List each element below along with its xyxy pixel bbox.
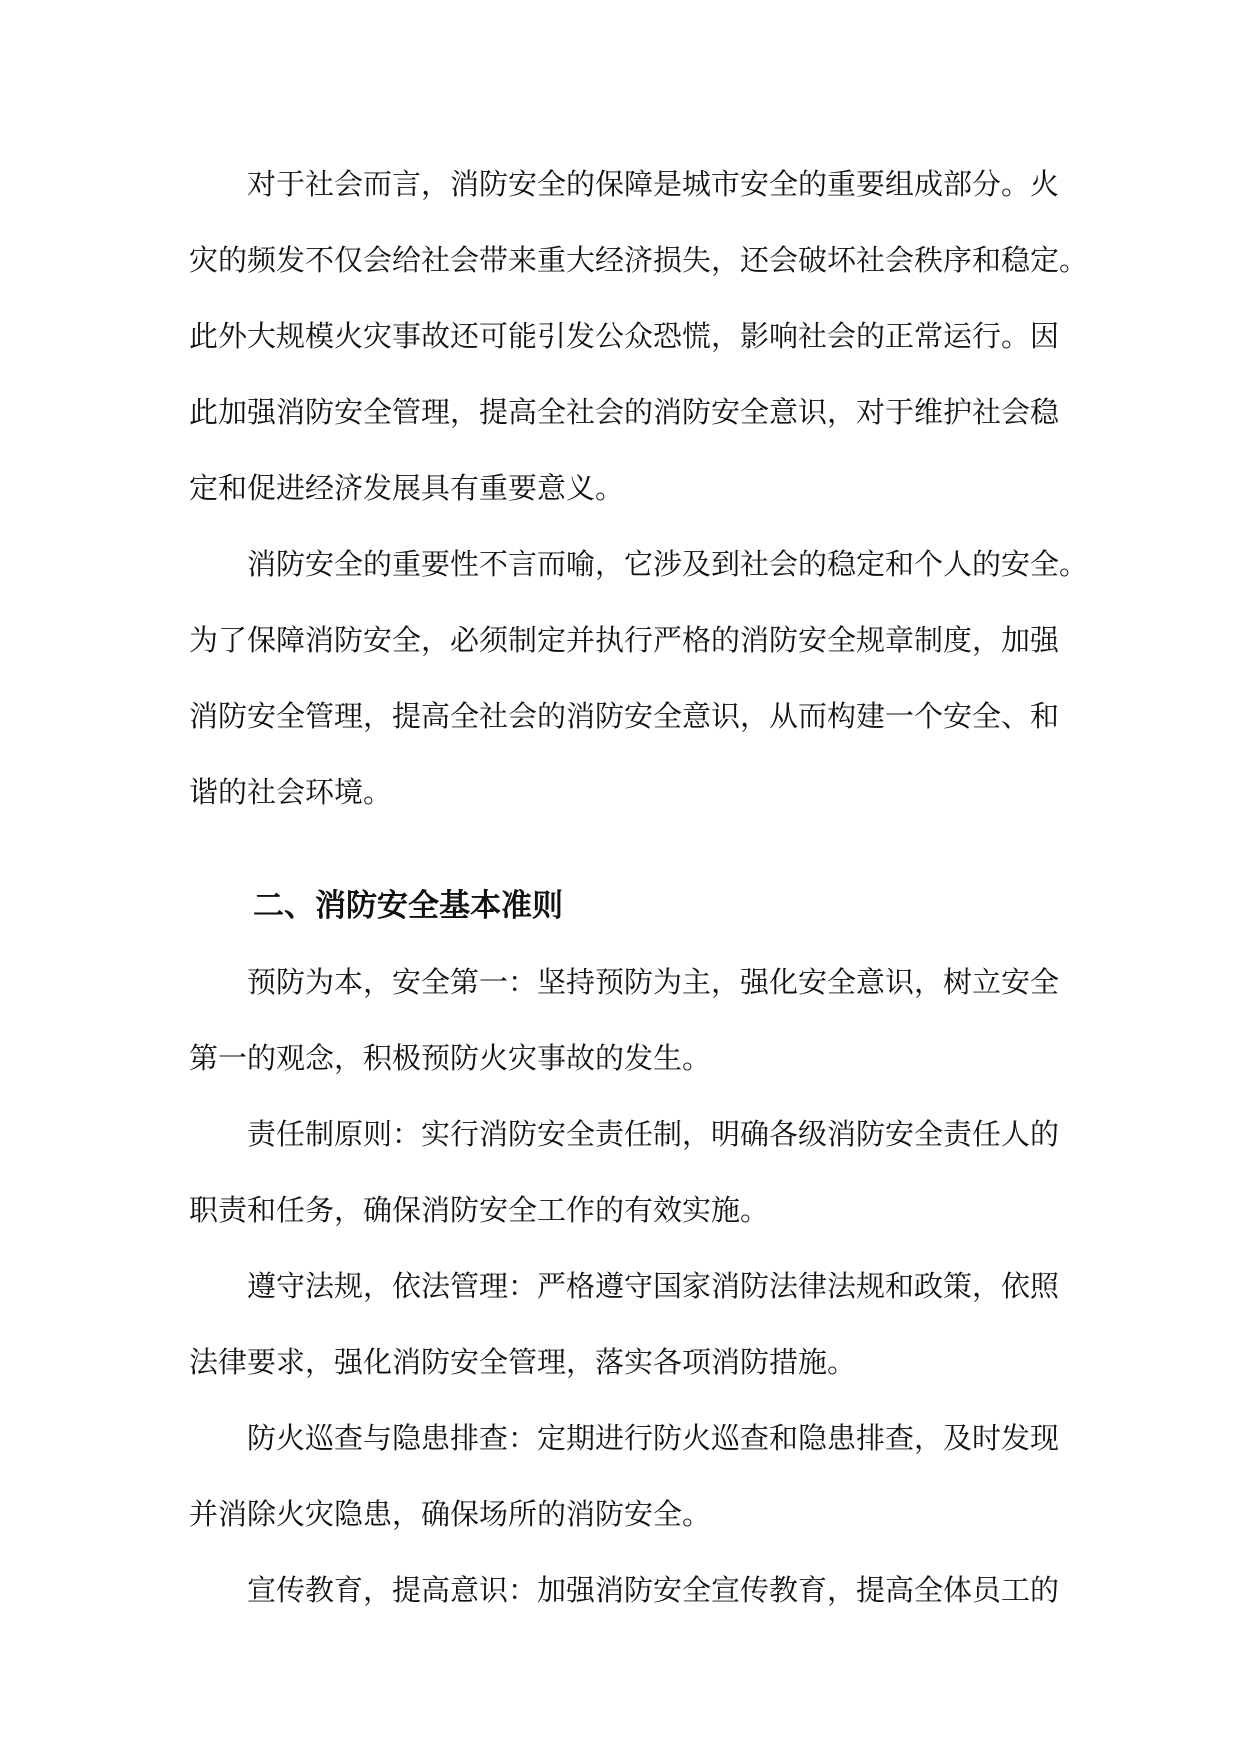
paragraph-line: 此加强消防安全管理，提高全社会的消防安全意识，对于维护社会稳 — [189, 395, 1060, 429]
section-heading: 二、消防安全基本准则 — [253, 888, 563, 924]
paragraph-line: 消防安全管理，提高全社会的消防安全意识，从而构建一个安全、和 — [189, 699, 1060, 733]
paragraph-line: 法律要求，强化消防安全管理，落实各项消防措施。 — [189, 1345, 857, 1379]
paragraph-line: 防火巡查与隐患排查：定期进行防火巡查和隐患排查，及时发现 — [247, 1421, 1060, 1455]
paragraph-line: 谐的社会环境。 — [189, 775, 393, 809]
paragraph-line: 责任制原则：实行消防安全责任制，明确各级消防安全责任人的 — [247, 1117, 1060, 1151]
paragraph-line: 消防安全的重要性不言而喻，它涉及到社会的稳定和个人的安全。 — [247, 547, 1089, 581]
paragraph-social-significance — [189, 146, 1089, 526]
paragraph-line: 遵守法规，依法管理：严格遵守国家消防法律法规和政策，依照 — [247, 1269, 1060, 1303]
paragraph-line: 宣传教育，提高意识：加强消防安全宣传教育，提高全体员工的 — [247, 1573, 1060, 1607]
paragraph-prevention-first — [189, 944, 1059, 1096]
document-body — [189, 146, 1089, 1628]
paragraph-line: 职责和任务，确保消防安全工作的有效实施。 — [189, 1193, 770, 1227]
paragraph-line: 并消除火灾隐患，确保场所的消防安全。 — [189, 1497, 712, 1531]
paragraph-line: 定和促进经济发展具有重要意义。 — [189, 471, 625, 505]
paragraph-line: 为了保障消防安全，必须制定并执行严格的消防安全规章制度，加强 — [189, 623, 1060, 657]
paragraph-education — [189, 1552, 1059, 1628]
paragraph-line: 灾的频发不仅会给社会带来重大经济损失，还会破坏社会秩序和稳定。 — [189, 243, 1089, 277]
paragraph-line: 对于社会而言，消防安全的保障是城市安全的重要组成部分。火 — [247, 167, 1060, 201]
paragraph-importance — [189, 526, 1089, 830]
paragraph-line: 预防为本，安全第一：坚持预防为主，强化安全意识，树立安全 — [247, 965, 1060, 999]
paragraph-line: 此外大规模火灾事故还可能引发公众恐慌，影响社会的正常运行。因 — [189, 319, 1060, 353]
paragraph-inspection — [189, 1400, 1059, 1552]
paragraph-responsibility — [189, 1096, 1059, 1248]
paragraph-line: 第一的观念，积极预防火灾事故的发生。 — [189, 1041, 712, 1075]
paragraph-legal-compliance — [189, 1248, 1059, 1400]
